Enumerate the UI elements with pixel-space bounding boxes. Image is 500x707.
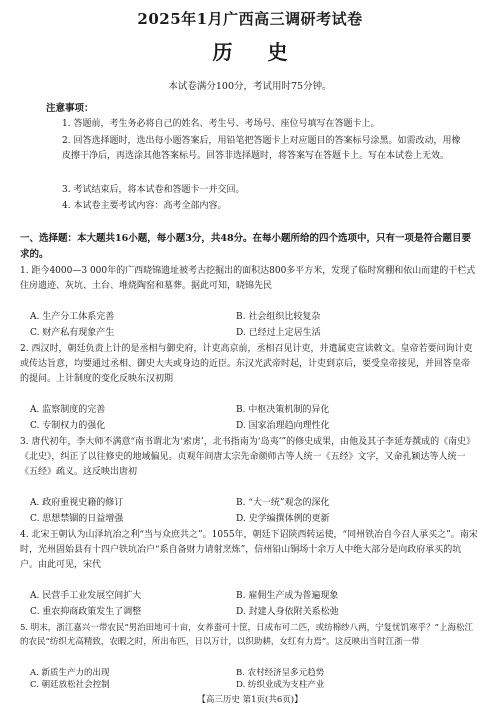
question-4-option-d: D. 封建人身依附关系松弛 [236,607,339,617]
notes-heading: 注意事项： [46,103,94,114]
question-4-option-c: C. 重农抑商政策发生了调整 [30,607,142,617]
page-footer: 【高三历史 第1页(共6页)】 [197,695,303,705]
note-item-2: 2. 回答选择题时，选出每小题答案后，用铅笔把答题卡上对应题目的答案标号涂黑。如需改动，用橡皮擦干净后，再选涂其他答案标号。回答非选择题时，将答案写在答题卡上。写在本试卷上无效。 [62,136,461,161]
section-heading: 一、选择题：本大题共16小题，每小题3分，共48分。在每小题所给的四个选项中，只有一项是符合题目要求的。 [20,233,472,260]
question-4-option-b: B. 雇佣生产成为普遍现象 [236,591,339,601]
note-item-3: 3. 考试结束后，将本试卷和答题卡一并交回。 [62,185,245,195]
question-5-option-d: D. 纺织业成为支柱产业 [236,680,325,690]
question-2-option-b: B. 中枢决策机制的异化 [236,405,330,415]
question-5-option-b: B. 农村经济呈多元趋势 [236,668,325,678]
question-1-option-c: C. 财产私有现象产生 [30,328,115,338]
question-5-option-a: A. 新质生产力的出现 [30,668,110,678]
exam-title: 2025年1月广西高三调研考试卷 [137,10,363,28]
question-3-option-d: D. 史学编撰体例的更新 [236,514,330,524]
question-3-option-a: A. 政府重视史籍的修订 [30,498,124,508]
note-item-4: 4. 本试卷主要考试内容：高考全部内容。 [62,201,227,211]
question-1-option-a: A. 生产分工体系完善 [30,312,115,322]
subject-title: 历 史 [212,40,302,64]
question-2-option-d: D. 国家治理趋向理性化 [236,421,330,431]
exam-info: 本试卷满分100分，考试用时75分钟。 [168,81,332,92]
question-2-option-a: A. 监察制度的完善 [30,405,106,415]
note-item-1: 1. 答题前，考生务必将自己的姓名、考生号、考场号、座位号填写在答题卡上。 [62,119,380,129]
question-2-stem: 2. 西汉时，朝廷负责上计的是丞相与御史府，计吏高京前，丞相召见计吏，并遣属吏宣读敕文。皇帝若要问询计吏或传达旨意，均要通过丞相、御史大夫或身边的近臣。东汉光武帝时起，计吏到京后，要受皇帝接见，并回答皇帝的提问。上计制度的变化反映东汉初期 [20,344,473,384]
question-5-option-c: C. 朝廷放松社会控制 [30,680,110,690]
question-5-stem: 5. 明末，浙江嘉兴一带农民“男治田地可十亩，女养蚕可十筐，日成布可二匹，或纺棉纱八两，宁复忧饥寒乎？”上海松江的农民“纺织尤高精致，农暇之时，所出布匹，日以万计，以织助耕，女红有力焉”。这反映出当时江浙一带 [20,623,474,647]
question-3-option-b: B. “大一统”观念的深化 [236,498,330,508]
question-4-option-a: A. 民营手工业发展空间扩大 [30,591,142,601]
question-4-stem: 4. 北宋王朝认为山泽坑冶之利“当与众庶共之”。1055年，朝廷下诏陕西转运使，“同州铁冶自今召人承买之”。南宋时，光州固始县有十四户铁坑冶户“系自备财力请射烹炼”，信州铅山铜场十余万人中绝大部分是向政府承买的坑户。由此可见，宋代 [20,530,478,570]
question-1-option-d: D. 已经过上定居生活 [236,328,321,338]
question-3-option-c: C. 思想禁锢的日益增强 [30,514,124,524]
question-1-option-b: B. 社会组织比较复杂 [236,312,321,322]
question-1-stem: 1. 距今4000—3 000年的广西晓锦遗址被考古挖掘出的面积达800多平方米，发现了临时窝棚和依山而建的干栏式住房遗迹、灰坑、土台、堆烧陶窑和墓葬。据此可知，晓锦先民 [20,266,476,291]
question-3-stem: 3. 唐代初年，李大师不满意“南书谓北为‘索虏’，北书指南为‘岛夷’”的修史成果，由他及其子李延寿撰成的《南史》《北史》，纠正了以往修史的地域偏见。贞观年间唐太宗先命颜师古等人统一《五经》文字，又命孔颖达等人统一《五经》疏义。这反映出唐初 [20,437,476,477]
question-2-option-c: C. 专制权力的强化 [30,421,106,431]
